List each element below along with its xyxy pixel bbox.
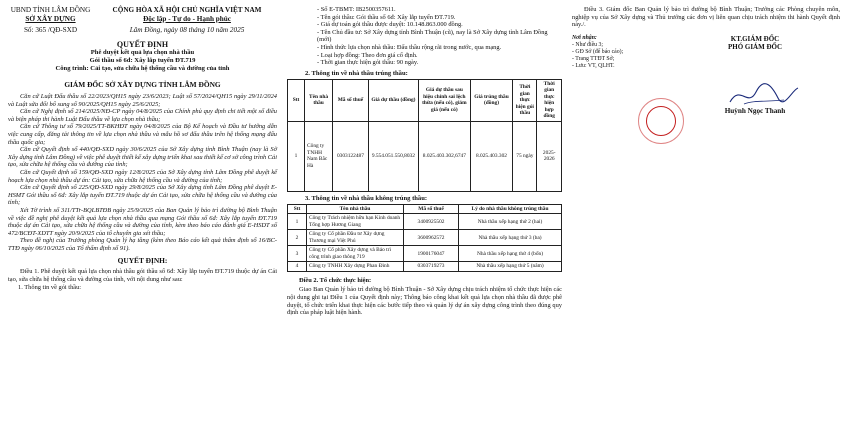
issuing-authority: GIÁM ĐỐC SỞ XÂY DỰNG TỈNH LÂM ĐỒNG — [64, 80, 221, 89]
package-info-line: - Tên gói thầu: Gói thầu số 6đ: Xây lắp tuyến ĐT.719. — [317, 13, 456, 21]
table-cell: Nhà thầu xếp hạng thứ 3 (ba) — [459, 230, 562, 246]
document-number: Số: 365 /QĐ-SXD — [23, 26, 78, 34]
recipients-block — [572, 35, 652, 115]
recipient-item: - GĐ Sở (để báo cáo); — [572, 48, 624, 55]
preamble-item: Căn cứ Nghị định số 214/2025/NĐ-CP ngày 04/8/2025 của Chính phủ quy định chi tiết một số điều và biện pháp thi hành Luật Đấu thầu về lựa chọn nhà thầu; — [8, 108, 277, 123]
table-row — [288, 246, 562, 262]
loser-table — [287, 204, 562, 272]
table-cell: Công ty TNHH Nam Bắc Hà — [305, 121, 333, 191]
handwritten-signature-icon — [726, 80, 802, 110]
winner-table — [287, 79, 562, 192]
table-cell: 1 — [288, 121, 305, 191]
table-cell: Nhà thầu xếp hạng thứ 5 (năm) — [459, 262, 562, 272]
recipient-item: - Như điều 3; — [572, 41, 603, 48]
loser-heading: 3. Thông tin về nhà thầu không trúng thầu: — [305, 194, 428, 202]
national-motto: Độc lập - Tự do - Hạnh phúc — [143, 15, 231, 23]
preamble-item: Xét Tờ trình số 311/TTr-BQLBTĐB ngày 25/9/2025 của Ban Quản lý bảo trì đường bộ Bình Thuận về việc đề nghị phê duyệt kết quả lựa chọn nhà thầu qua mạng Gói thầu số 6đ: Xây lắp tuyến ĐT.719 thuộc dự án Cải tạo, sửa chữa hệ thống cầu và đường của tỉnh, kèm theo báo cáo đánh giá E-HSDT số 472/BCĐT-XDTT ngày 20/9/2025 của tổ chuyên gia xét thầu; — [8, 206, 277, 237]
decides-heading: QUYẾT ĐỊNH: — [117, 256, 168, 266]
preamble-item: Căn cứ Thông tư số 79/2025/TT-BKHĐT ngày 04/8/2025 của Bộ Kế hoạch và Đầu tư hướng dẫn việc cung cấp, đăng tải thông tin về lựa chọn nhà thầu và mẫu hồ sơ đấu thầu trên hệ thống mạng đấu thầu quốc gia; — [8, 123, 277, 146]
table-cell: 3400925502 — [404, 214, 459, 230]
table-header: Stt — [288, 79, 305, 121]
table-cell: Công ty TNHH Xây dựng Phan Đình — [307, 262, 404, 272]
table-cell: 0303719273 — [404, 262, 459, 272]
nation-title: CỘNG HÒA XÃ HỘI CHỦ NGHĨA VIỆT NAM — [112, 6, 262, 14]
page-2 — [283, 0, 566, 435]
article-2-title: Điều 2. Tổ chức thực hiện: — [299, 276, 372, 284]
table-cell: 4 — [288, 262, 307, 272]
page-3 — [566, 0, 846, 435]
table-cell: 8.025.403.302 — [470, 121, 513, 191]
table-cell: Công ty Cổ phần Đầu tư Xây dựng Thương mại Việt Phú — [307, 230, 404, 246]
table-cell: 9.554.051.550,8032 — [368, 121, 418, 191]
package-info-line: - Loại hợp đồng: Theo đơn giá cố định. — [317, 51, 418, 59]
page-1 — [0, 0, 283, 435]
table-header: Stt — [288, 204, 307, 214]
table-header: Thời gian thực hiện hợp đồng — [537, 79, 562, 121]
department-name: SỞ XÂY DỰNG — [25, 15, 76, 23]
package-info-line: - Số E-TBMT: IB2500357611. — [317, 6, 396, 13]
table-header: Mã số thuế — [333, 79, 369, 121]
agency-name: UBND TỈNH LÂM ĐỒNG — [10, 6, 91, 14]
article-1: Điều 1. Phê duyệt kết quả lựa chọn nhà thầu gói thầu số 6đ: Xây lắp tuyến ĐT.719 thuộc dự án Cải tạo, sửa chữa hệ thống cầu và đường của tỉnh, với nội dung như sau: — [8, 268, 277, 284]
table-cell: Công ty Cổ phần Xây dựng và Bảo trì công trình giao thông 719 — [307, 246, 404, 262]
official-seal-inner-icon — [646, 106, 676, 136]
table-header: Tên nhà thầu — [305, 79, 333, 121]
preamble-item: Theo đề nghị của Trưởng phòng Quản lý hạ tầng (kèm theo Báo cáo kết quả thẩm định số 16/BC-TTĐ ngày 06/10/2025 của Tổ thẩm định số 91). — [8, 237, 277, 252]
table-header: Mã số thuế — [404, 204, 459, 214]
table-header: Giá dự thầu (đồng) — [368, 79, 418, 121]
preamble-item: Căn cứ Quyết định số 225/QĐ-SXD ngày 29/8/2025 của Sở Xây dựng tỉnh Lâm Đồng phê duyệt E-HSMT Gói thầu số 6đ: Xây lắp tuyến ĐT.719 thuộc dự án Cải tạo, sửa chữa hệ thống cầu và đường của tỉnh; — [8, 184, 277, 207]
table-row — [288, 214, 562, 230]
table-header: Giá trúng thầu (đồng) — [470, 79, 513, 121]
decision-subject-2: Gói thầu số 6đ: Xây lắp tuyến ĐT.719 — [89, 57, 196, 64]
decision-subject-3: Công trình: Cải tạo, sửa chữa hệ thống cầu và đường của tỉnh — [55, 65, 230, 72]
recipients-title: Nơi nhận: — [572, 34, 597, 41]
preamble-item: Căn cứ Quyết định số 440/QĐ-SXD ngày 30/6/2025 của Sở Xây dựng tỉnh Bình Thuận (nay là Sở Xây dựng tỉnh Lâm Đồng) về việc phê duyệt thiết kế xây dựng triển khai sau thiết kế cơ sở công trình Cải tạo, sửa chữa hệ thống cầu và đường của tỉnh; — [8, 146, 277, 169]
table-cell: 0303122487 — [333, 121, 369, 191]
recipient-item: - Lưu: VT, QLHT. — [572, 62, 615, 69]
table-cell: 2 — [288, 230, 307, 246]
document-date: Lâm Đồng, ngày 08 tháng 10 năm 2025 — [129, 26, 245, 34]
table-cell: 8.025.403.302,6747 — [419, 121, 471, 191]
table-cell: 1 — [288, 214, 307, 230]
winner-heading: 2. Thông tin về nhà thầu trúng thầu: — [305, 69, 408, 77]
table-cell: Nhà thầu xếp hạng thứ 4 (bốn) — [459, 246, 562, 262]
table-header: Giá dự thầu sau hiệu chỉnh sai lệch thừa (nếu có), giảm giá (nếu có) — [419, 79, 471, 121]
package-info-line: - Tên Chủ đầu tư: Sở Xây dựng tỉnh Bình Thuận (cũ), nay là Sở Xây dựng tỉnh Lâm Đồng (mới) — [317, 28, 548, 44]
table-cell: 1900176047 — [404, 246, 459, 262]
table-row — [288, 262, 562, 272]
table-header: Thời gian thực hiện gói thầu — [513, 79, 537, 121]
decision-title: QUYẾT ĐỊNH — [116, 40, 169, 49]
signer-name: Huỳnh Ngọc Thanh — [724, 106, 786, 115]
article-3: Điều 3. Giám đốc Ban Quản lý bảo trì đường bộ Bình Thuận; Trưởng các Phòng chuyên môn, nghiệp vụ của Sở Xây dựng và Thủ trưởng các đơn vị liên quan chịu trách nhiệm thi hành Quyết định này./. — [572, 6, 840, 29]
table-header: Tên nhà thầu — [307, 204, 404, 214]
table-row — [288, 230, 562, 246]
package-info-heading: 1. Thông tin về gói thầu: — [18, 283, 82, 291]
table-cell: 3600962572 — [404, 230, 459, 246]
table-cell: Nhà thầu xếp hạng thứ 2 (hai) — [459, 214, 562, 230]
document-header — [8, 6, 277, 35]
package-info-line: - Giá dự toán gói thầu được duyệt: 10.148.863.000 đồng. — [317, 21, 463, 29]
decision-subject-1: Phê duyệt kết quả lựa chọn nhà thầu — [90, 49, 195, 56]
signature-role-1: KT.GIÁM ĐỐC — [730, 34, 780, 43]
table-cell: 2025-2026 — [537, 121, 562, 191]
table-cell: Công ty Trách nhiệm hữu hạn Kinh doanh Tổng hợp Hương Giang — [307, 214, 404, 230]
signature-role-2: PHÓ GIÁM ĐỐC — [727, 42, 783, 51]
table-header: Lý do nhà thầu không trúng thầu — [459, 204, 562, 214]
table-row — [288, 121, 562, 191]
package-info-line: - Hình thức lựa chọn nhà thầu: Đấu thầu rộng rãi trong nước, qua mạng. — [317, 43, 502, 51]
package-info-line: - Thời gian thực hiện gói thầu: 90 ngày. — [317, 59, 419, 67]
preamble-item: Căn cứ Quyết định số 159/QĐ-SXD ngày 12/8/2025 của Sở Xây dựng tỉnh Lâm Đồng phê duyệt kế hoạch lựa chọn nhà thầu dự án: Cải tạo, sửa chữa hệ thống cầu và đường của tỉnh; — [8, 168, 277, 184]
table-cell: 75 ngày — [513, 121, 537, 191]
recipient-item: - Trang TTĐT Sở; — [572, 55, 615, 62]
article-2: Giao Ban Quản lý bảo trì đường bộ Bình Thuận - Sở Xây dựng chịu trách nhiệm tổ chức thực hiện các nội dung ghi tại Điều 1 của Quyết định này; Thông báo công khai kết quả lựa chọn nhà thầu đã được phê duyệt, tổ chức triển khai thực hiện các bước tiếp theo và quản lý dự án xây dựng công trình theo đúng quy định của pháp luật hiện hành. — [287, 286, 562, 317]
preamble-item: Căn cứ Luật Đấu thầu số 22/2023/QH15 ngày 23/6/2023; Luật số 57/2024/QH15 ngày 29/11/2024 và Luật sửa đổi bổ sung số 90/2025/QH15 ngày 25/6/2025; — [8, 93, 277, 108]
table-cell: 3 — [288, 246, 307, 262]
